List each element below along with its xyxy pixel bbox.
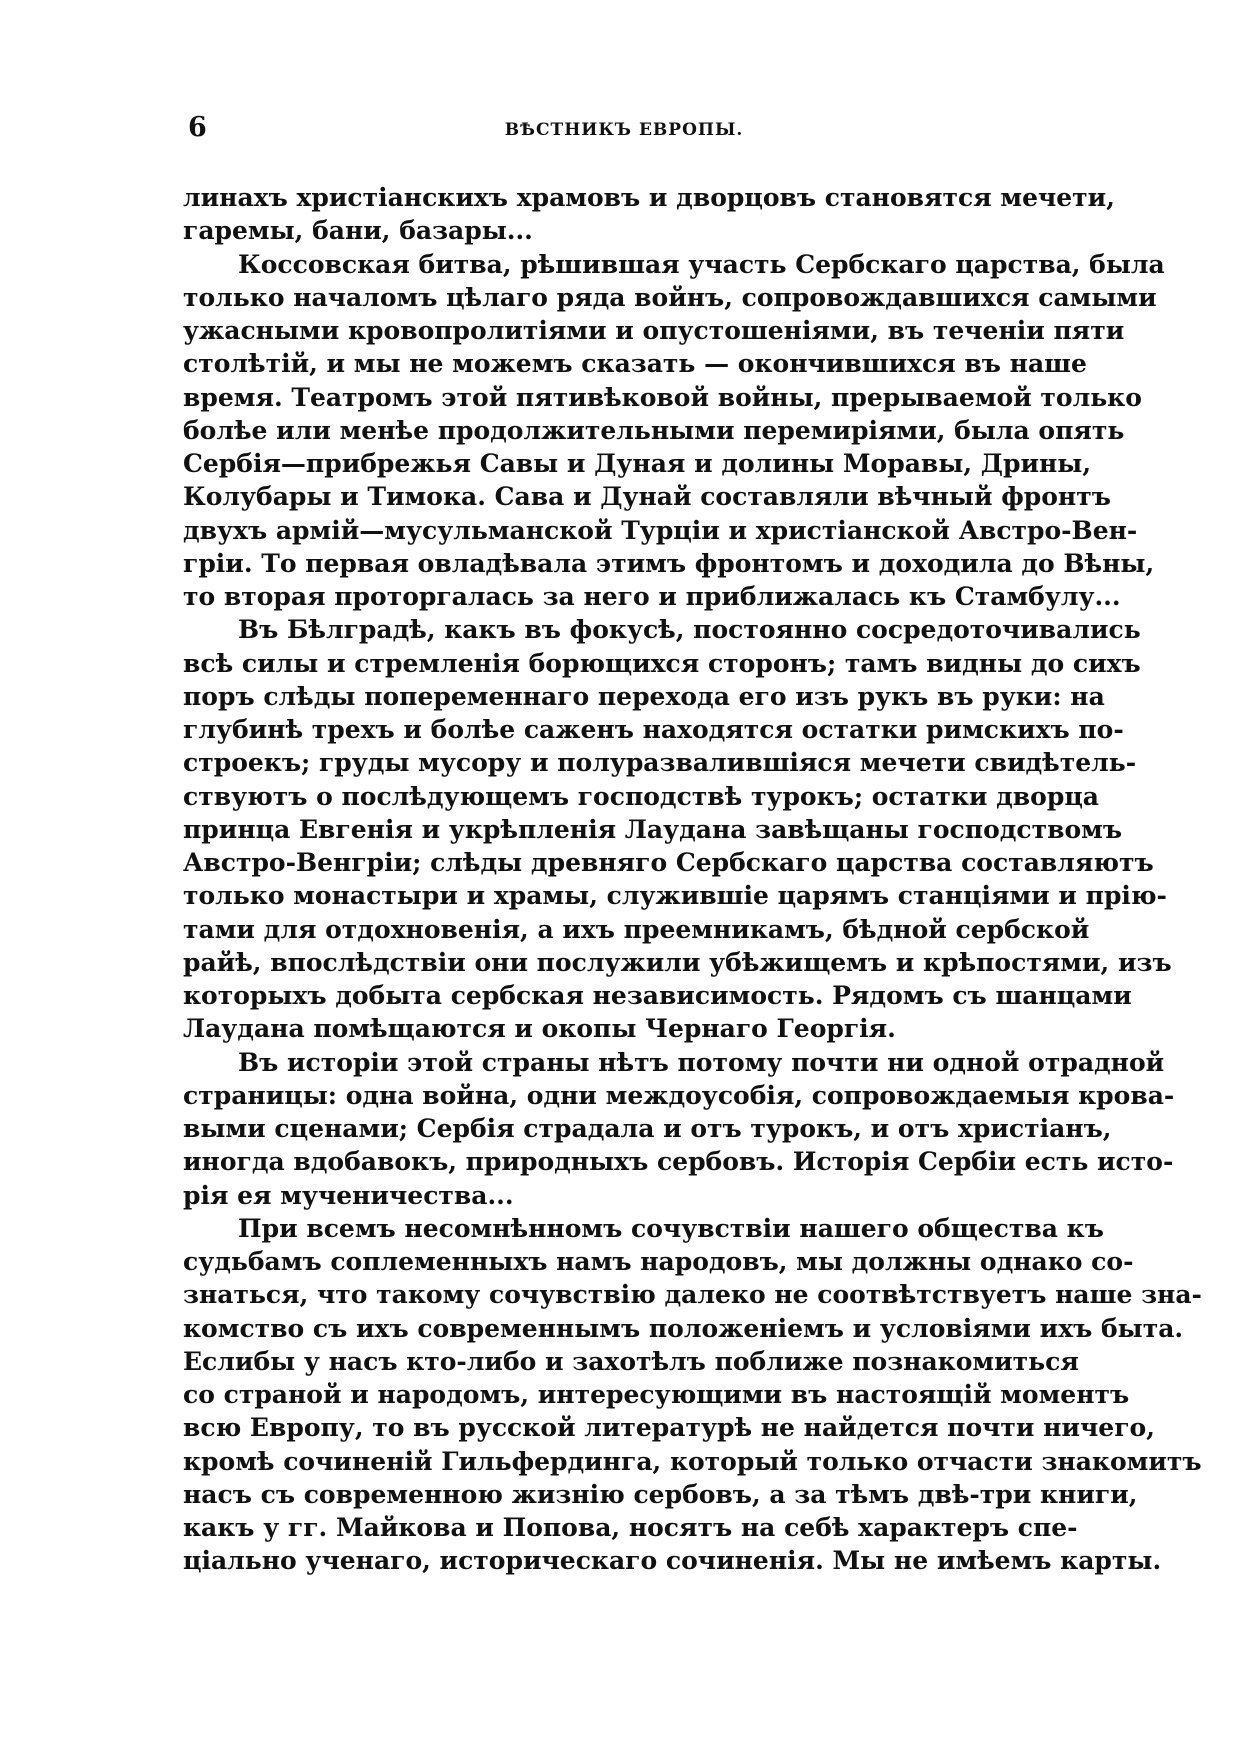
text-line: линахъ христіанскихъ храмовъ и дворцовъ становятся мечети, [183, 183, 1115, 212]
text-line: страницы: одна война, одни междоусобія, сопровождаемыя крова- [183, 1080, 1175, 1110]
text-line: насъ съ современною жизнію сербовъ, а за тѣмъ двѣ-три книги, [183, 1479, 1138, 1509]
text-line: гаремы, бани, базары... [183, 216, 533, 246]
text-line: тами для отдохновенія, а ихъ преемникамъ, бѣдной сербской [183, 914, 1090, 944]
body-text [183, 181, 1202, 1578]
text-line: иногда вдобавокъ, природныхъ сербовъ. Исторія Сербіи есть исто- [183, 1147, 1174, 1177]
text-line: ствуютъ о послѣдующемъ господствѣ турокъ; остатки дворца [183, 781, 1099, 811]
text-line: ціально ученаго, историческаго сочиненія. Мы не имѣемъ карты. [183, 1546, 1162, 1576]
text-line: знаться, что такому сочувствію далеко не соотвѣтствуетъ наше зна- [183, 1280, 1202, 1310]
paragraph-first-line: При всемъ несомнѣнномъ сочувствіи нашего общества къ [238, 1213, 1104, 1243]
text-line: только началомъ цѣлаго ряда войнъ, сопровождавшихся самыми [183, 282, 1157, 312]
text-line: ужасными кровопролитіями и опустошеніями, въ теченіи пяти [183, 316, 1125, 345]
page-header [188, 112, 1060, 152]
text-line: Еслибы у насъ кто-либо и захотѣлъ поближе познакомиться [183, 1346, 1079, 1376]
text-line: со страной и народомъ, интересующими въ настоящій моментъ [183, 1380, 1130, 1409]
text-line: которыхъ добыта сербская независимость. Рядомъ съ шанцами [183, 981, 1132, 1010]
text-line: гріи. То первая овладѣвала этимъ фронтомъ и доходила до Вѣны, [183, 548, 1155, 578]
text-line: рія ея мученичества... [183, 1180, 514, 1210]
text-line: столѣтій, и мы не можемъ сказать — окончившихся въ наше [183, 349, 1087, 379]
text-line: двухъ армій—мусульманской Турціи и христіанской Австро-Вен- [183, 515, 1138, 545]
paragraph-first-line: Въ Бѣлградѣ, какъ въ фокусѣ, постоянно сосредоточивались [238, 615, 1141, 645]
text-line: Австро-Венгріи; слѣды древняго Сербскаго царства составляютъ [183, 848, 1154, 877]
paragraph-first-line: Коссовская битва, рѣшившая участь Сербскаго царства, была [238, 249, 1165, 279]
text-line: какъ у гг. Майкова и Попова, носятъ на себѣ характеръ спе- [183, 1513, 1078, 1542]
text-line: всю Европу, то въ русской литературѣ не найдется почти ничего, [183, 1413, 1155, 1443]
text-line: судьбамъ соплеменныхъ намъ народовъ, мы должны однако со- [183, 1247, 1134, 1276]
text-line: райѣ, впослѣдствіи они послужили убѣжищемъ и крѣпостями, изъ [183, 947, 1172, 977]
text-line: только монастыри и храмы, служившіе царямъ станціями и прію- [183, 881, 1167, 911]
text-line: поръ слѣды попеременнаго перехода его изъ рукъ въ руки: на [183, 681, 1105, 711]
text-line: глубинѣ трехъ и болѣе саженъ находятся остатки римскихъ по- [183, 715, 1124, 744]
text-line: Колубары и Тимока. Сава и Дунай составляли вѣчный фронтъ [183, 482, 1111, 512]
text-line: кромѣ сочиненій Гильфердинга, который только отчасти знакомитъ [183, 1446, 1202, 1476]
text-line: выми сценами; Сербія страдала и отъ турокъ, и отъ христіанъ, [183, 1114, 1112, 1143]
text-line: комство съ ихъ современнымъ положеніемъ и условіями ихъ быта. [183, 1313, 1184, 1343]
text-line: болѣе или менѣе продолжительными перемиріями, была опять [183, 415, 1125, 445]
text-line: Сербія—прибрежья Савы и Дуная и долины Моравы, Дрины, [183, 449, 1092, 478]
page-number: 6 [188, 112, 207, 143]
text-line: Лаудана помѣщаются и окопы Чернаго Георгія. [183, 1014, 896, 1044]
paragraph-first-line: Въ исторіи этой страны нѣтъ потому почти ни одной отрадной [238, 1047, 1165, 1077]
text-line: время. Театромъ этой пятивѣковой войны, прерываемой только [183, 382, 1142, 412]
running-head: ВѢСТНИКЪ ЕВРОПЫ. [504, 120, 744, 140]
text-line: строекъ; груды мусору и полуразвалившіяся мечети свидѣтель- [183, 748, 1137, 778]
text-line: то вторая проторгалась за него и приближалась къ Стамбулу... [183, 582, 1121, 611]
text-line: всѣ силы и стремленія борющихся сторонъ; тамъ видны до сихъ [183, 648, 1141, 678]
text-line: принца Евгенія и укрѣпленія Лаудана завѣщаны господствомъ [183, 814, 1123, 844]
